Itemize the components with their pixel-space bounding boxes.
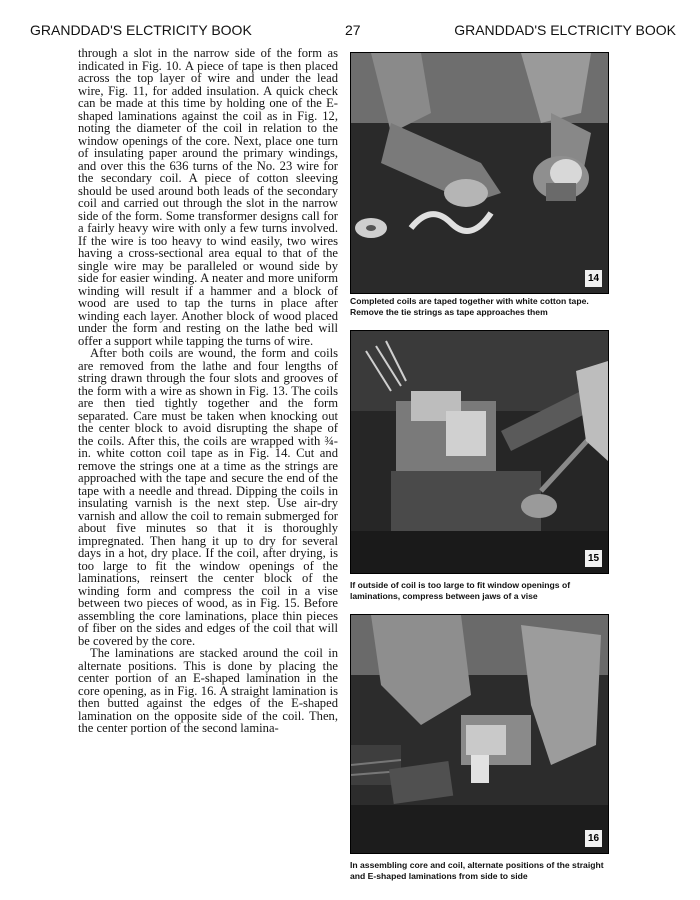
- body-paragraph: The laminations are stacked around the coil in alternate positions. This is done by placing the center portion of an E-shaped lamination in the core opening, as in Fig. 16. A straight lamination is then butted against the edges of the E-shaped lamination on the opposite side of the coil. Then, the center portion of the second lamina-: [78, 646, 338, 735]
- page-header: [0, 22, 700, 42]
- lamination-assembly-photo: [351, 615, 608, 853]
- figure-15-photo: [350, 330, 609, 574]
- body-paragraph: After both coils are wound, the form and coils are removed from the lathe and four lengths of string drawn through the four slots and grooves of the form with a wire as shown in Fig. 13. The coils are then tied tightly together and the form separated. Care must be taken when knocking out the center block to avoid disrupting the shape of the coils. After this, the coils are wrapped with ¾-in. white cotton coil tape as in Fig. 14. Cut and remove the strings one at a time as the strings are approached with the tape and secure the end of the tape with a needle and thread. Dipping the coils in insulating varnish is the next step. Use air-dry varnish and allow the coil to remain submerged for about five minutes so that it is thoroughly impregnated. Then hang it up to dry for several days in a hot, dry place. If the coil, after drying, is too large to fit the window openings of the laminations, reinsert the center block of the winding form and compress the coil in a vise between two pieces of wood, as in Fig. 15. Before assembling the core laminations, place thin pieces of fiber on the sides and edges of the coil that will be covered by the core.: [78, 346, 338, 648]
- page-number: 27: [345, 22, 361, 38]
- figure-number-badge: 14: [585, 270, 602, 287]
- article-body: [78, 47, 338, 885]
- taping-coils-photo: [351, 53, 608, 293]
- header-book-title-right: GRANDDAD'S ELCTRICITY BOOK: [454, 22, 676, 38]
- vise-coil-photo: [351, 331, 608, 573]
- figure-number-badge: 15: [585, 550, 602, 567]
- figure-16-photo: [350, 614, 609, 854]
- header-book-title-left: GRANDDAD'S ELCTRICITY BOOK: [30, 22, 252, 38]
- figure-14-caption: Completed coils are taped together with white cotton tape. Remove the tie strings as tape approaches them: [350, 296, 589, 317]
- figure-16-caption: In assembling core and coil, alternate positions of the straight and E-shaped laminations from side to side: [350, 860, 604, 881]
- figure-14-photo: [350, 52, 609, 294]
- body-paragraph: through a slot in the narrow side of the form as indicated in Fig. 10. A piece of tape is then placed across the top layer of wire and under the lead wire, Fig. 11, for added insulation. A quick check can be made at this time by holding one of the E-shaped laminations against the coil as in Fig. 12, noting the diameter of the coil in relation to the window openings of the core. Next, place one turn of insulating paper around the primary windings, and over this the 636 turns of the No. 23 wire for the secondary coil. A piece of cotton sleeving should be used around both leads of the secondary coil and carried out through the slot in the narrow side of the form. Some transformer designs call for a fairly heavy wire with only a few turns involved. If the wire is too heavy to wind easily, two wires having a cross-sectional area equal to that of the single wire may be paralleled or wound side by side for easier winding. A neater and more uniform winding will result if a hammer and a block of wood are used to tap the turns in place after winding each layer. Another block of wood placed under the form and resting on the lathe bed will offer a support while tapping the turns of wire.: [78, 47, 338, 348]
- figure-15-caption: If outside of coil is too large to fit window openings of laminations, compress between jaws of a vise: [350, 580, 571, 601]
- figure-number-badge: 16: [585, 830, 602, 847]
